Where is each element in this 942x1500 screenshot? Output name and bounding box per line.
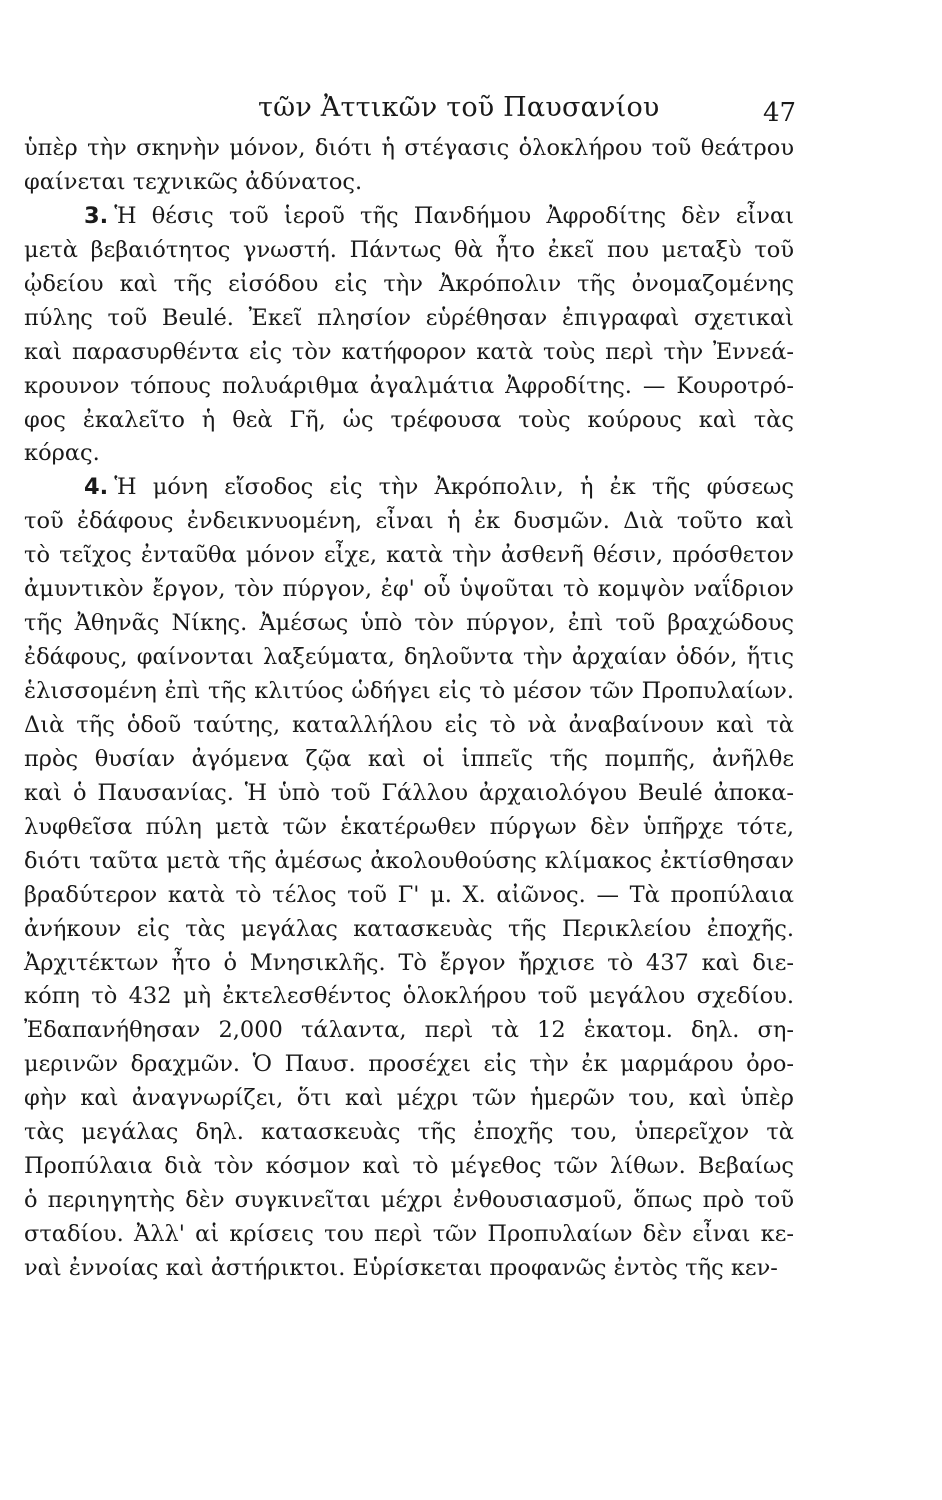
line-text: τοῦ ἐδάφους ἐνδεικνυομένη, εἶναι ἡ ἐκ δυσμῶν. Διὰ τοῦτο καὶ xyxy=(24,508,794,535)
section-number: 3. xyxy=(84,202,109,229)
line-text: μερινῶν δραχμῶν. Ὁ Παυσ. προσέχει εἰς τὴν ἐκ μαρμάρου ὀρο- xyxy=(24,1051,794,1078)
line-text: τῆς Ἀθηνᾶς Νίκης. Ἀμέσως ὑπὸ τὸν πύργον, ἐπὶ τοῦ βραχώδους xyxy=(24,610,794,637)
line-text: πύλης τοῦ Beulé. Ἐκεῖ πλησίον εὑρέθησαν ἐπιγραφαὶ σχετικαὶ xyxy=(24,304,794,331)
line-text: ἑλισσομένη ἐπὶ τῆς κλιτύος ὡδήγει εἰς τὸ μέσον τῶν Προπυλαίων. xyxy=(24,678,794,704)
line-text: καὶ παρασυρθέντα εἰς τὸν κατήφορον κατὰ τοὺς περὶ τὴν Ἐννεά- xyxy=(24,338,794,365)
text-line xyxy=(24,471,794,505)
line-text: ὑπὲρ τὴν σκηνὴν μόνον, διότι ἡ στέγασις ὁλοκλήρου τοῦ θεάτρου xyxy=(24,135,794,161)
text-line xyxy=(24,1116,794,1150)
line-text: σταδίου. Ἀλλ' αἱ κρίσεις του περὶ τῶν Προπυλαίων δὲν εἶναι κε- xyxy=(24,1221,794,1247)
text-line xyxy=(24,1082,794,1116)
text-line xyxy=(24,879,794,913)
text-line xyxy=(24,539,794,573)
section-number: 4. xyxy=(84,474,109,501)
text-line xyxy=(24,370,794,404)
line-text: φαίνεται τεχνικῶς ἀδύνατος. xyxy=(24,168,363,195)
text-line xyxy=(24,980,794,1014)
text-line xyxy=(24,132,794,166)
text-line xyxy=(24,573,794,607)
text-line xyxy=(24,947,794,981)
text-line xyxy=(24,336,794,370)
line-text: Ἡ μόνη εἴσοδος εἰς τὴν Ἀκρόπολιν, ἡ ἐκ τῆς φύσεως xyxy=(114,474,794,501)
line-text: Ἀρχιτέκτων ἦτο ὁ Μνησικλῆς. Τὸ ἔργον ἤρχισε τὸ 437 καὶ διε- xyxy=(24,949,794,976)
line-text: κρουνον τόπους πολυάριθμα ἀγαλμάτια Ἀφροδίτης. — Κουροτρό- xyxy=(24,372,794,399)
line-text: ἀμυντικὸν ἔργον, τὸν πύργον, ἐφ' οὗ ὑψοῦται τὸ κομψὸν ναΐδριον xyxy=(24,576,794,603)
line-text: Προπύλαια διὰ τὸν κόσμον καὶ τὸ μέγεθος τῶν λίθων. Βεβαίως xyxy=(24,1153,794,1180)
text-line xyxy=(24,913,794,947)
text-line xyxy=(24,437,794,471)
page-number: 47 xyxy=(763,98,797,128)
text-line xyxy=(24,234,794,268)
text-line xyxy=(24,166,794,200)
text-line xyxy=(24,1252,794,1286)
line-text: πρὸς θυσίαν ἀγόμενα ζῷα καὶ οἱ ἱππεῖς τῆς πομπῆς, ἀνῆλθε xyxy=(24,745,794,772)
line-text: ἀνήκουν εἰς τὰς μεγάλας κατασκευὰς τῆς Περικλείου ἐποχῆς. xyxy=(24,915,794,942)
text-line xyxy=(24,675,794,709)
line-text: φὴν καὶ ἀναγνωρίζει, ὅτι καὶ μέχρι τῶν ἡμερῶν του, καὶ ὑπὲρ xyxy=(24,1085,794,1112)
text-line xyxy=(24,607,794,641)
text-line xyxy=(24,404,794,438)
line-text: τὸ τεῖχος ἐνταῦθα μόνον εἶχε, κατὰ τὴν ἀσθενῆ θέσιν, πρόσθετον xyxy=(24,542,794,569)
text-line xyxy=(24,1048,794,1082)
line-text: Ἐδαπανήθησαν 2,000 τάλαντα, περὶ τὰ 12 ἑκατομ. δηλ. ση- xyxy=(24,1017,794,1044)
line-text: ναὶ ἐννοίας καὶ ἀστήρικτοι. Εὑρίσκεται προφανῶς ἐντὸς τῆς κεν- xyxy=(24,1254,778,1281)
line-text: μετὰ βεβαιότητος γνωστή. Πάντως θὰ ἦτο ἐκεῖ που μεταξὺ τοῦ xyxy=(24,236,794,263)
text-line xyxy=(24,1184,794,1218)
text-line xyxy=(24,1218,794,1252)
line-text: ὁ περιηγητὴς δὲν συγκινεῖται μέχρι ἐνθουσιασμοῦ, ὅπως πρὸ τοῦ xyxy=(24,1187,794,1214)
line-text: κόρας. xyxy=(24,440,100,467)
text-line xyxy=(24,709,794,743)
line-text: διότι ταῦτα μετὰ τῆς ἀμέσως ἀκολουθούσης κλίμακος ἐκτίσθησαν xyxy=(24,847,794,874)
line-text: ἐδάφους, φαίνονται λαξεύματα, δηλοῦντα τὴν ἀρχαίαν ὁδόν, ἥτις xyxy=(24,644,794,671)
text-line xyxy=(24,268,794,302)
running-header: τῶν Ἀττικῶν τοῦ Παυσανίου xyxy=(258,92,660,123)
line-text: βραδύτερον κατὰ τὸ τέλος τοῦ Γ' μ. Χ. αἰῶνος. — Τὰ προπύλαια xyxy=(24,881,794,908)
line-text: τὰς μεγάλας δηλ. κατασκευὰς τῆς ἐποχῆς του, ὑπερεῖχον τὰ xyxy=(24,1119,794,1146)
line-text: ᾠδείου καὶ τῆς εἰσόδου εἰς τὴν Ἀκρόπολιν τῆς ὀνομαζομένης xyxy=(24,270,794,297)
text-line xyxy=(24,777,794,811)
line-text: καὶ ὁ Παυσανίας. Ἡ ὑπὸ τοῦ Γάλλου ἀρχαιολόγου Beulé ἀποκα- xyxy=(24,779,794,806)
text-line xyxy=(24,1014,794,1048)
text-line xyxy=(24,743,794,777)
line-text: φος ἐκαλεῖτο ἡ θεὰ Γῆ, ὡς τρέφουσα τοὺς κούρους καὶ τὰς xyxy=(24,406,794,433)
text-line xyxy=(24,505,794,539)
text-line xyxy=(24,641,794,675)
page-body xyxy=(24,132,794,1286)
line-text: λυφθεῖσα πύλη μετὰ τῶν ἑκατέρωθεν πύργων δὲν ὑπῆρχε τότε, xyxy=(24,813,794,840)
text-line xyxy=(24,1150,794,1184)
text-line xyxy=(24,845,794,879)
text-line xyxy=(24,302,794,336)
line-text: κόπη τὸ 432 μὴ ἐκτελεσθέντος ὁλοκλήρου τοῦ μεγάλου σχεδίου. xyxy=(24,983,794,1010)
line-text: Διὰ τῆς ὁδοῦ ταύτης, καταλλήλου εἰς τὸ νὰ ἀναβαίνουν καὶ τὰ xyxy=(24,711,794,738)
text-line xyxy=(24,811,794,845)
line-text: Ἡ θέσις τοῦ ἱεροῦ τῆς Πανδήμου Ἀφροδίτης δὲν εἶναι xyxy=(114,202,794,229)
text-line xyxy=(24,200,794,234)
